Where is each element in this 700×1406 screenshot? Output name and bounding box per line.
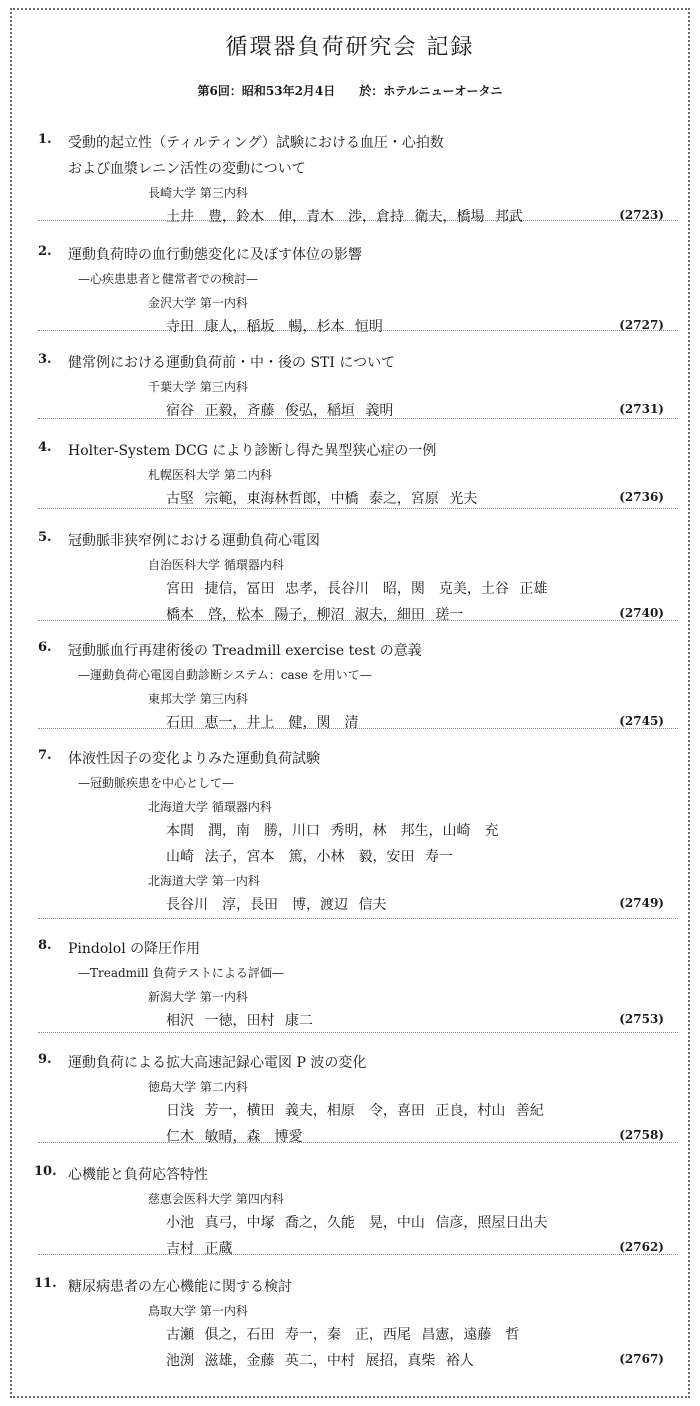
author-list: 土井 豊，鈴木 伸，青木 渉，倉持 衛夫，橋場 邦武 [166, 209, 523, 225]
entry-subtitle: —Treadmill 負荷テストによる評価— [78, 966, 284, 980]
entry-number: 2. [38, 244, 52, 259]
page-title: 循環器負荷研究会 記録 [225, 35, 475, 60]
institution: 慈恵会医科大学 第四内科 [148, 1192, 284, 1206]
program-entry [0, 1268, 700, 1368]
program-entry [0, 1156, 700, 1256]
author-list: 古堅 宗範，東海林哲郎，中橋 泰之，宮原 光夫 [166, 491, 478, 507]
entry-number: 5. [38, 530, 52, 545]
page-code: (2753) [619, 1012, 664, 1026]
page-code: (2767) [619, 1352, 664, 1366]
author-list: 仁木 敏晴，森 博愛 [166, 1129, 303, 1145]
author-list: 宿谷 正毅，斉藤 俊弘，稲垣 義明 [166, 403, 394, 419]
entry-number: 10. [34, 1164, 57, 1179]
entry-subtitle: —心疾患患者と健常者での検討— [78, 272, 259, 286]
entry-title: 冠動脈非狭窄例における運動負荷心電図 [68, 533, 320, 549]
institution: 徳島大学 第二内科 [148, 1080, 248, 1094]
program-entry [0, 930, 700, 1030]
author-list: 山崎 法子，宮本 篤，小林 毅，安田 寿一 [166, 849, 453, 865]
page-code: (2723) [619, 208, 664, 222]
entry-number: 6. [38, 640, 52, 655]
author-list: 吉村 正蔵 [166, 1241, 233, 1257]
author-list: 古瀬 俱之，石田 寿一，秦 正，西尾 昌憲，遠藤 哲 [166, 1327, 520, 1343]
entry-number: 11. [34, 1276, 57, 1291]
entry-title: 受動的起立性（ティルティング）試験における血圧・心拍数 [68, 135, 444, 151]
author-list: 本間 潤，南 勝，川口 秀明，林 邦生，山崎 充 [166, 823, 499, 839]
author-list: 日浅 芳一，横田 義夫，相原 令，喜田 正良，村山 善紀 [166, 1103, 544, 1119]
institution: 札幌医科大学 第二内科 [148, 468, 272, 482]
institution: 東邦大学 第三内科 [148, 692, 248, 706]
program-entry [0, 432, 700, 532]
entry-title: 体液性因子の変化よりみた運動負荷試験 [68, 751, 320, 767]
dotted-separator [38, 918, 678, 919]
entry-number: 3. [38, 352, 52, 367]
author-list: 寺田 康人，稲坂 暢，杉本 恒明 [166, 319, 383, 335]
page-code: (2749) [619, 896, 664, 910]
entry-subtitle: —運動負荷心電図自動診断システム：case を用いて— [78, 668, 372, 682]
institution: 北海道大学 循環器内科 [148, 800, 272, 814]
author-list: 相沢 一徳，田村 康二 [166, 1013, 313, 1029]
entry-title: 運動負荷時の血行動態変化に及ぼす体位の影響 [68, 247, 362, 263]
entry-number: 8. [38, 938, 52, 953]
session-info: 第6回：昭和53年2月4日 於：ホテルニューオータニ [197, 84, 503, 98]
institution: 新潟大学 第一内科 [148, 990, 248, 1004]
author-list: 宮田 捷信，冨田 忠孝，長谷川 昭，関 克美，土谷 正雄 [166, 581, 548, 597]
page-code: (2762) [619, 1240, 664, 1254]
program-entry [0, 236, 700, 336]
page-code: (2731) [619, 402, 664, 416]
program-entry [0, 632, 700, 732]
entry-number: 9. [38, 1052, 52, 1067]
page-code: (2745) [619, 714, 664, 728]
institution: 鳥取大学 第一内科 [148, 1304, 248, 1318]
entry-title: 冠動脈血行再建術後の Treadmill exercise test の意義 [68, 643, 422, 659]
institution: 自治医科大学 循環器内科 [148, 558, 284, 572]
institution: 金沢大学 第一内科 [148, 296, 248, 310]
entry-title: 運動負荷による拡大高速記録心電図 P 波の変化 [68, 1055, 367, 1071]
page-code: (2740) [619, 606, 664, 620]
institution: 北海道大学 第一内科 [148, 874, 260, 888]
author-list: 石田 恵一，井上 健，関 清 [166, 715, 359, 731]
dotted-separator [38, 1032, 678, 1033]
program-entry [0, 344, 700, 444]
entry-title: 健常例における運動負荷前・中・後の STI について [68, 355, 396, 371]
institution: 長崎大学 第三内科 [148, 186, 248, 200]
author-list: 小池 真弓，中塚 喬之，久能 晃，中山 信彦，照屋日出夫 [166, 1215, 548, 1231]
entry-title: Holter-System DCG により診断し得た異型狭心症の一例 [68, 443, 437, 459]
entry-title-continued: および血漿レニン活性の変動について [68, 161, 306, 177]
author-list: 池渕 滋雄，金藤 英二，中村 展招，真柴 裕人 [166, 1353, 474, 1369]
page-code: (2758) [619, 1128, 664, 1142]
program-entry [0, 1044, 700, 1144]
entry-number: 7. [38, 748, 52, 763]
author-list: 橋本 啓，松本 陽子，柳沼 淑夫，細田 瑳一 [166, 607, 464, 623]
program-entry [0, 124, 700, 224]
page-code: (2736) [619, 490, 664, 504]
entry-number: 4. [38, 440, 52, 455]
program-entry [0, 740, 700, 913]
entry-title: Pindolol の降圧作用 [68, 941, 201, 957]
program-entry [0, 522, 700, 622]
entry-title: 糖尿病患者の左心機能に関する検討 [68, 1279, 292, 1295]
institution: 千葉大学 第三内科 [148, 380, 248, 394]
author-list: 長谷川 淳，長田 博，渡辺 信夫 [166, 897, 387, 913]
entry-title: 心機能と負荷応答特性 [68, 1167, 208, 1183]
page-code: (2727) [619, 318, 664, 332]
entry-subtitle: —冠動脈疾患を中心として— [78, 776, 235, 790]
entry-number: 1. [38, 132, 52, 147]
